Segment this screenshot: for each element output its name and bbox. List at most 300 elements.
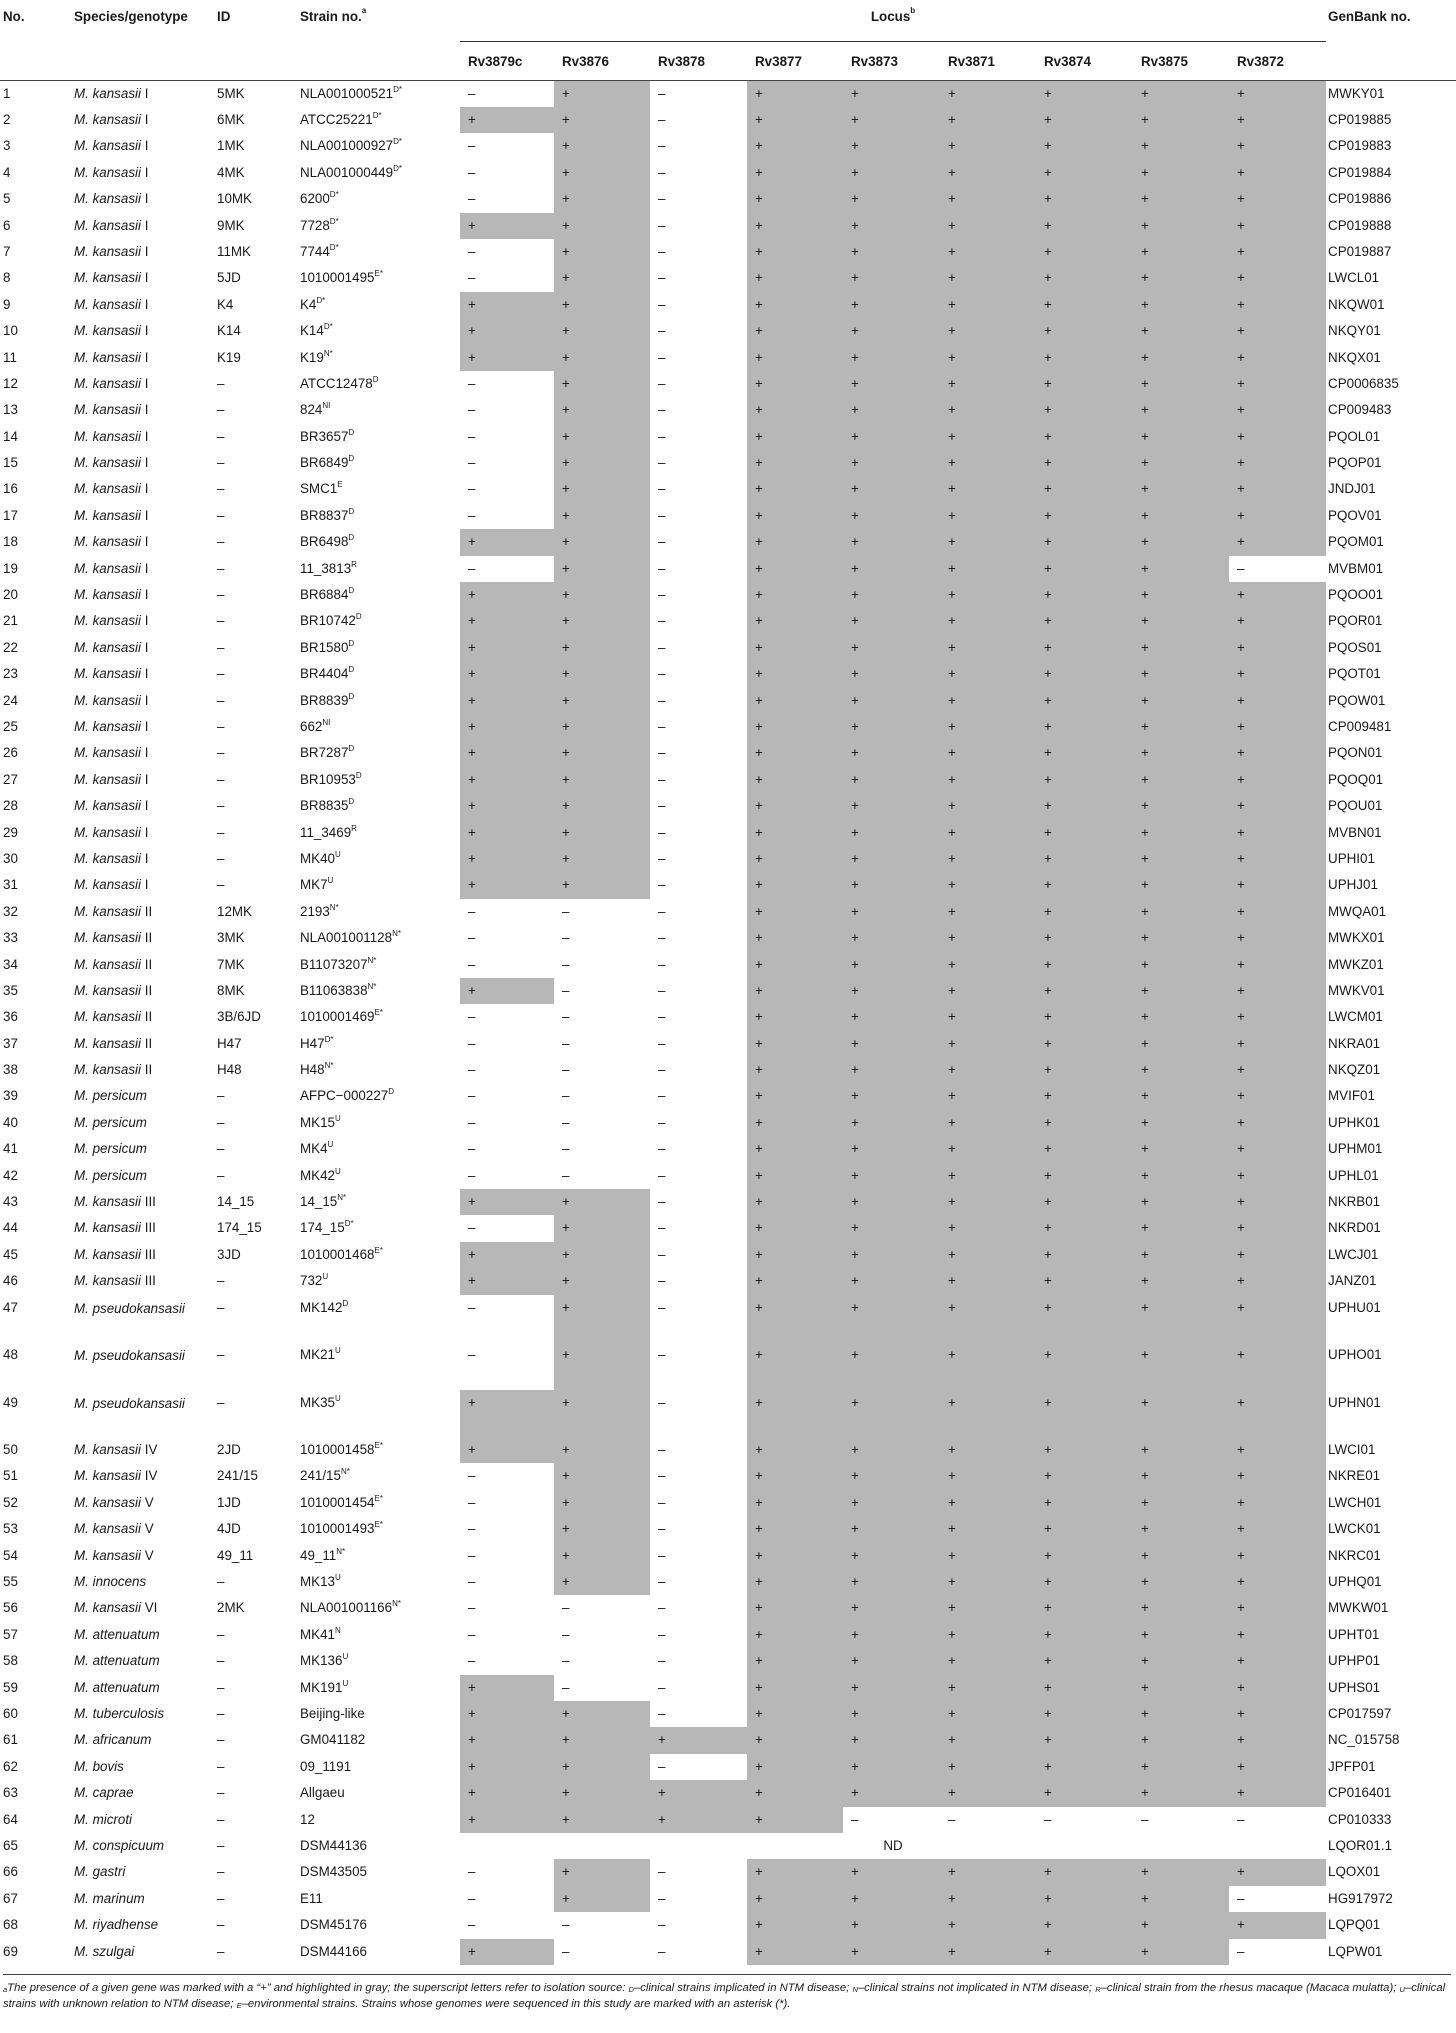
locus-cell: + [843, 1727, 940, 1753]
source-sup: N* [337, 1193, 347, 1203]
strain-no: 6200 [300, 191, 330, 207]
cell-genbank: LQPQ01 [1328, 1917, 1381, 1933]
locus-cell: + [1229, 397, 1326, 423]
locus-cell: + [940, 213, 1036, 239]
source-sup: U [334, 1113, 341, 1123]
locus-cell: + [1133, 1595, 1229, 1621]
locus-cell: + [1036, 239, 1133, 265]
cell-genbank: CP009481 [1328, 718, 1392, 734]
locus-cell: – [658, 1547, 666, 1563]
strain-no: 11_3813 [300, 560, 352, 576]
locus-cell: + [1036, 345, 1133, 371]
locus-cell: + [843, 1859, 940, 1885]
locus-cell: – [468, 1220, 476, 1236]
cell-species [72, 582, 215, 608]
locus-cell: – [658, 903, 666, 919]
genotype: I [144, 560, 149, 576]
locus-cell: – [658, 1220, 666, 1236]
cell-genbank: UPHQ01 [1328, 1574, 1382, 1590]
cell-id: 3B/6JD [217, 1009, 261, 1025]
locus-cell: – [468, 560, 476, 576]
locus-cell: + [940, 1437, 1036, 1463]
header-strain-label: Strain no. [300, 9, 362, 24]
table-row [0, 1268, 1456, 1294]
cell-no: 28 [3, 798, 18, 814]
locus-cell: + [1133, 978, 1229, 1004]
cell-genbank: UPHJ01 [1328, 877, 1378, 893]
locus-cell: – [562, 930, 570, 946]
locus-cell: – [658, 243, 666, 259]
locus-cell: + [940, 714, 1036, 740]
source-sup: D [372, 374, 379, 384]
locus-cell: + [1133, 265, 1229, 291]
cell-id: – [217, 1837, 225, 1853]
locus-cell: + [747, 1516, 843, 1542]
locus-cell: + [1036, 1390, 1133, 1438]
cell-no: 1 [3, 86, 11, 101]
locus-cell: – [468, 1468, 476, 1484]
cell-no: 37 [3, 1035, 18, 1051]
strain-no: 241/15 [300, 1468, 341, 1484]
strain-no: MK13 [300, 1574, 335, 1590]
locus-cell: + [747, 1215, 843, 1241]
cell-strain [298, 582, 460, 608]
locus-cell: + [940, 397, 1036, 423]
locus-cell: + [940, 1939, 1036, 1965]
locus-cell: + [554, 213, 650, 239]
table-row [0, 345, 1456, 371]
cell-strain [298, 793, 460, 819]
cell-species [72, 1268, 215, 1294]
strain-no: NLA001001128 [300, 930, 393, 946]
species-name: M. kansasii [74, 877, 141, 893]
genotype: V [144, 1547, 154, 1563]
locus-cell: + [1229, 186, 1326, 212]
strain-no: BR8835 [300, 798, 349, 814]
locus-cell: + [940, 160, 1036, 186]
locus-cell: + [843, 1215, 940, 1241]
locus-cell: + [843, 1912, 940, 1938]
cell-species [72, 476, 215, 502]
locus-cell: + [554, 1727, 650, 1753]
cell-strain [298, 1807, 460, 1833]
locus-cell: + [1229, 1648, 1326, 1674]
strain-no: BR4404 [300, 666, 349, 682]
locus-cell: + [1229, 872, 1326, 898]
locus-cell: + [940, 635, 1036, 661]
source-sup: U [334, 1393, 341, 1403]
locus-cell: + [1036, 1437, 1133, 1463]
table-row [0, 1342, 1456, 1390]
locus-cell: + [1133, 1675, 1229, 1701]
locus-cell: + [747, 1110, 843, 1136]
locus-cell: + [843, 872, 940, 898]
strain-no: E11 [300, 1890, 323, 1906]
cell-strain [298, 1859, 460, 1885]
locus-cell: + [554, 820, 650, 846]
cell-genbank: PQOM01 [1328, 534, 1384, 550]
cell-species [72, 450, 215, 476]
locus-cell: + [1133, 1701, 1229, 1727]
locus-cell: + [460, 635, 554, 661]
locus-cell: – [468, 1864, 476, 1880]
genotype: I [144, 428, 149, 444]
source-sup: U [334, 1573, 341, 1583]
locus-cell: + [554, 1859, 650, 1885]
locus-cell: + [1133, 820, 1229, 846]
cell-strain [298, 1390, 460, 1438]
strain-no: MK21 [300, 1347, 335, 1363]
locus-cell: + [747, 1490, 843, 1516]
locus-cell: + [843, 899, 940, 925]
locus-cell: – [468, 1347, 476, 1363]
species-name: M. pseudokansasii [74, 1395, 185, 1411]
locus-cell: + [1036, 1543, 1133, 1569]
cell-strain [298, 1595, 460, 1621]
cell-no: 26 [3, 745, 18, 761]
locus-cell: + [1036, 1031, 1133, 1057]
locus-cell: – [468, 402, 476, 418]
source-sup: D [388, 1087, 394, 1097]
locus-cell: + [843, 1569, 940, 1595]
locus-cell: + [940, 1163, 1036, 1189]
locus-cell: + [747, 345, 843, 371]
cell-strain [298, 740, 460, 766]
table-row [0, 160, 1456, 186]
locus-cell: + [1133, 793, 1229, 819]
locus-cell: + [747, 1648, 843, 1674]
header-locus-6: Rv3874 [1044, 53, 1091, 69]
cell-strain [298, 1675, 460, 1701]
locus-cell: + [843, 925, 940, 951]
cell-genbank: NKRA01 [1328, 1035, 1381, 1051]
locus-cell: – [562, 903, 570, 919]
locus-cell: + [940, 1675, 1036, 1701]
locus-cell: + [554, 1390, 650, 1438]
cell-id: – [217, 798, 225, 814]
locus-cell: + [1036, 1622, 1133, 1648]
species-name: M. kansasii [74, 138, 141, 154]
cell-species [72, 1675, 215, 1701]
locus-cell: + [940, 1110, 1036, 1136]
locus-cell: + [843, 952, 940, 978]
locus-cell: + [460, 1242, 554, 1268]
source-sup: NI [322, 401, 331, 411]
table-row [0, 978, 1456, 1004]
cell-id: 14_15 [217, 1194, 255, 1210]
cell-no: 15 [3, 455, 18, 471]
locus-cell: + [1133, 846, 1229, 872]
table-row [0, 714, 1456, 740]
cell-no: 17 [3, 507, 18, 523]
locus-cell: + [747, 397, 843, 423]
source-sup: N [334, 1625, 341, 1635]
species-name: M. kansasii [74, 613, 141, 629]
cell-id: H47 [217, 1035, 242, 1051]
locus-cell: + [554, 767, 650, 793]
locus-cell: + [554, 397, 650, 423]
locus-cell: + [1036, 1268, 1133, 1294]
locus-cell: – [562, 1679, 570, 1695]
cell-id: 5MK [217, 86, 245, 101]
species-name: M. kansasii [74, 375, 141, 391]
locus-cell: + [1229, 714, 1326, 740]
locus-cell: + [940, 1780, 1036, 1806]
strain-no: 732 [300, 1273, 323, 1289]
locus-cell: + [460, 1268, 554, 1294]
cell-no: 30 [3, 850, 18, 866]
cell-genbank: LWCI01 [1328, 1442, 1376, 1458]
locus-cell: + [843, 1463, 940, 1489]
header-locus-5: Rv3871 [948, 53, 995, 69]
locus-cell: – [468, 455, 476, 471]
locus-cell: + [940, 424, 1036, 450]
locus-cell: + [747, 925, 843, 951]
cell-species [72, 740, 215, 766]
locus-cell: + [747, 81, 843, 108]
strain-no: MK41 [300, 1626, 335, 1642]
table-row [0, 556, 1456, 582]
locus-cell: + [1133, 1242, 1229, 1268]
locus-cell: – [658, 1347, 666, 1363]
locus-cell: + [843, 529, 940, 555]
cell-genbank: CP019883 [1328, 138, 1392, 154]
locus-cell: + [1133, 1057, 1229, 1083]
source-sup: D [348, 427, 355, 437]
locus-cell: + [1133, 1912, 1229, 1938]
cell-strain [298, 107, 460, 133]
table-row [0, 265, 1456, 291]
locus-cell: + [554, 1490, 650, 1516]
species-name: M. kansasii [74, 481, 141, 497]
locus-cell: + [554, 793, 650, 819]
locus-cell: + [940, 1268, 1036, 1294]
locus-cell: + [940, 1648, 1036, 1674]
species-name: M. kansasii [74, 217, 141, 233]
species-name: M. persicum [74, 1088, 147, 1104]
genotype: I [144, 798, 149, 814]
genotype: I [144, 375, 149, 391]
locus-cell: – [562, 956, 570, 972]
footnote-sup-a: a [3, 1985, 8, 1994]
locus-cell: + [554, 1701, 650, 1727]
cell-species [72, 1780, 215, 1806]
genotype: I [144, 718, 149, 734]
locus-cell: – [468, 1167, 476, 1183]
cell-id: – [217, 1167, 225, 1183]
footnote-sup-d: D [628, 1985, 634, 1994]
locus-cell: – [658, 1194, 666, 1210]
locus-cell: + [1133, 1569, 1229, 1595]
locus-cell: + [554, 107, 650, 133]
cell-genbank: MVIF01 [1328, 1088, 1375, 1104]
locus-cell: + [1229, 688, 1326, 714]
species-name: M. kansasii [74, 1494, 141, 1510]
locus-cell: + [554, 1463, 650, 1489]
genotype: II [144, 903, 153, 919]
locus-cell: + [460, 107, 554, 133]
locus-cell: + [554, 1295, 650, 1343]
locus-cell: + [747, 1675, 843, 1701]
locus-cell: – [658, 1574, 666, 1590]
locus-cell: + [747, 1390, 843, 1438]
locus-cell: + [940, 820, 1036, 846]
header-species: Species/genotype [74, 9, 188, 24]
locus-cell: – [468, 1521, 476, 1537]
cell-id: – [217, 1943, 225, 1959]
genotype: IV [144, 1442, 158, 1458]
table-row [0, 1463, 1456, 1489]
table-row [0, 1622, 1456, 1648]
locus-cell: – [468, 1035, 476, 1051]
locus-cell: + [843, 1437, 940, 1463]
header-locus-3: Rv3877 [755, 53, 802, 69]
genotype: I [144, 86, 149, 101]
cell-no: 62 [3, 1758, 18, 1774]
genotype: III [144, 1220, 156, 1236]
genotype: I [144, 481, 149, 497]
cell-strain [298, 1754, 460, 1780]
locus-cell: + [747, 450, 843, 476]
locus-cell: – [468, 1890, 476, 1906]
strain-no: DSM45176 [300, 1917, 367, 1933]
locus-cell: – [562, 1062, 570, 1078]
cell-strain [298, 1163, 460, 1189]
locus-cell: + [747, 608, 843, 634]
source-sup: D [348, 665, 355, 675]
cell-genbank: PQOQ01 [1328, 771, 1384, 787]
locus-cell: + [554, 1516, 650, 1542]
locus-cell: + [843, 160, 940, 186]
locus-cell: + [1229, 1463, 1326, 1489]
cell-no: 5 [3, 191, 11, 207]
locus-cell: + [460, 793, 554, 819]
cell-genbank: PQOW01 [1328, 692, 1386, 708]
species-name: M. kansasii [74, 1062, 141, 1078]
table-row [0, 1031, 1456, 1057]
cell-strain [298, 978, 460, 1004]
locus-cell: + [747, 1754, 843, 1780]
cell-id: – [217, 1347, 225, 1363]
locus-cell: + [554, 292, 650, 318]
source-sup: D [348, 506, 355, 516]
locus-cell: + [940, 899, 1036, 925]
table-row [0, 899, 1456, 925]
locus-cell: + [1229, 1189, 1326, 1215]
locus-cell: + [554, 1807, 650, 1833]
locus-cell: – [658, 824, 666, 840]
locus-cell: + [940, 1886, 1036, 1912]
cell-no: 18 [3, 534, 18, 550]
locus-cell: – [658, 587, 666, 603]
cell-species [72, 1595, 215, 1621]
locus-cell: + [1229, 239, 1326, 265]
species-name: M. attenuatum [74, 1653, 160, 1669]
locus-cell: – [658, 164, 666, 180]
locus-cell: + [460, 1675, 554, 1701]
cell-no: 44 [3, 1220, 18, 1236]
strain-no: 1010001454 [300, 1494, 375, 1510]
locus-cell: + [1229, 476, 1326, 502]
locus-cell: + [747, 529, 843, 555]
locus-cell: + [843, 107, 940, 133]
source-sup: D [348, 586, 355, 596]
strain-no: MK191 [300, 1679, 343, 1695]
locus-cell: + [1133, 740, 1229, 766]
cell-strain [298, 265, 460, 291]
cell-strain [298, 1083, 460, 1109]
cell-strain [298, 1189, 460, 1215]
species-name: M. kansasii [74, 850, 141, 866]
locus-cell: + [1036, 1912, 1133, 1938]
locus-cell: + [1133, 1004, 1229, 1030]
cell-species [72, 952, 215, 978]
locus-cell: – [468, 164, 476, 180]
genotype: II [144, 1009, 153, 1025]
genotype: I [144, 850, 149, 866]
locus-cell: + [940, 1727, 1036, 1753]
cell-species [72, 899, 215, 925]
genotype: I [144, 191, 149, 207]
strain-no: MK136 [300, 1653, 343, 1669]
genotype: I [144, 771, 149, 787]
table-row [0, 1886, 1456, 1912]
cell-id: 174_15 [217, 1220, 262, 1236]
source-sup: N* [367, 955, 377, 965]
genotype: I [144, 243, 149, 259]
cell-id: – [217, 375, 225, 391]
locus-cell: – [658, 1035, 666, 1051]
species-name: M. kansasii [74, 349, 141, 365]
cell-genbank: LQPW01 [1328, 1943, 1383, 1959]
table-row [0, 1543, 1456, 1569]
cell-id: – [217, 1758, 225, 1774]
source-sup: D [348, 744, 355, 754]
locus-cell: + [843, 1648, 940, 1674]
locus-cell: + [554, 503, 650, 529]
locus-cell: – [658, 1626, 666, 1642]
locus-cell: + [747, 820, 843, 846]
locus-cell: + [940, 978, 1036, 1004]
cell-no: 41 [3, 1141, 18, 1157]
strain-no: BR6884 [300, 587, 349, 603]
genotype: I [144, 877, 149, 893]
locus-cell: + [940, 371, 1036, 397]
genotype: I [144, 639, 149, 655]
locus-cell: + [843, 397, 940, 423]
cell-id: 241/15 [217, 1468, 258, 1484]
genotype: I [144, 164, 149, 180]
species-name: M. kansasii [74, 587, 141, 603]
locus-cell: + [460, 1807, 554, 1833]
genotype: I [144, 507, 149, 523]
locus-cell: + [460, 1754, 554, 1780]
cell-id: – [217, 1394, 225, 1410]
locus-cell: + [1229, 635, 1326, 661]
locus-cell: – [658, 1758, 666, 1774]
locus-cell: + [1133, 608, 1229, 634]
locus-cell: + [747, 1701, 843, 1727]
cell-genbank: NKRB01 [1328, 1194, 1381, 1210]
locus-cell: – [562, 1088, 570, 1104]
locus-cell: + [940, 872, 1036, 898]
cell-genbank: UPHL01 [1328, 1167, 1379, 1183]
locus-cell: + [940, 688, 1036, 714]
locus-cell: + [1036, 318, 1133, 344]
locus-cell: + [460, 1939, 554, 1965]
locus-cell: – [468, 86, 476, 101]
cell-genbank: NKQW01 [1328, 296, 1385, 312]
